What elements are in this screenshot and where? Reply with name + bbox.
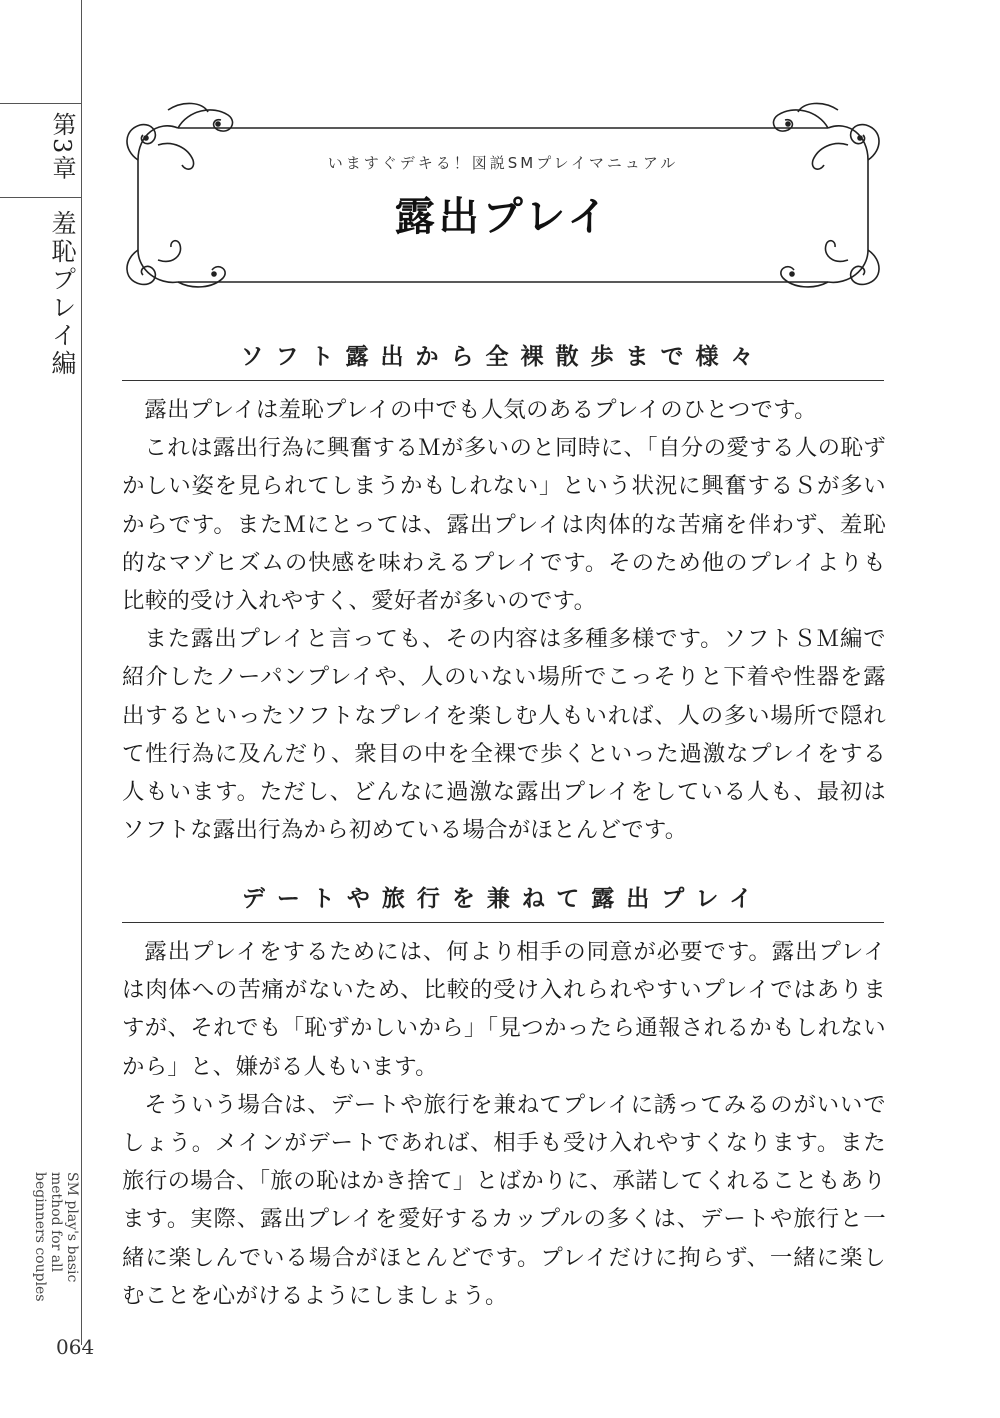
section-rule-1 bbox=[122, 380, 884, 381]
paragraph: 露出プレイをするためには、何より相手の同意が必要です。露出プレイは肉体への苦痛がないため、比較的受け入れられやすいプレイではありますが、それでも「恥ずかしいから」「見つかったら通報されるかもしれないから」と、嫌がる人もいます。 bbox=[122, 939, 886, 1080]
section-body-2 bbox=[122, 933, 886, 1315]
section-heading-1: ソフト露出から全裸散歩まで様々 bbox=[240, 344, 766, 370]
sidebar-divider-middle bbox=[0, 197, 82, 198]
paragraph: 露出プレイは羞恥プレイの中でも人気のあるプレイのひとつです。 bbox=[144, 397, 817, 423]
section-body-1 bbox=[122, 391, 886, 849]
sidebar-rule bbox=[81, 0, 82, 1345]
paragraph: また露出プレイと言っても、その内容は多種多様です。ソフトＳＭ編で紹介したノーパンプレイや、人のいない場所でこっそりと下着や性器を露出するといったソフトなプレイを楽しむ人もいれば、人の多い場所で隠れて性行為に及んだり、衆目の中を全裸で歩くといった過激なプレイをする人もいます。ただし、どんなに過激な露出プレイをしている人も、最初はソフトな露出行為から初めている場合がほとんどです。 bbox=[122, 626, 886, 844]
english-caption: SM play's basic method for all beginners couples bbox=[32, 1172, 80, 1302]
page-number: 064 bbox=[56, 1335, 95, 1359]
section-label: 羞恥プレイ編 bbox=[48, 210, 77, 378]
sidebar-divider-top bbox=[0, 103, 82, 104]
page-title: 露出プレイ bbox=[394, 194, 612, 240]
chapter-label: 第3章 bbox=[48, 112, 76, 182]
book-subtitle: いますぐデキる！図説SMプレイマニュアル bbox=[327, 154, 679, 172]
paragraph: これは露出行為に興奮するＭが多いのと同時に、「自分の愛する人の恥ずかしい姿を見られてしまうかもしれない」という状況に興奮するＳが多いからです。またＭにとっては、露出プレイは肉体的な苦痛を伴わず、羞恥的なマゾヒズムの快感を味わえるプレイです。そのため他のプレイよりも比較的受け入れやすく、愛好者が多いのです。 bbox=[122, 435, 886, 615]
paragraph: そういう場合は、デートや旅行を兼ねてプレイに誘ってみるのがいいでしょう。メインがデートであれば、相手も受け入れやすくなります。また旅行の場合、「旅の恥はかき捨て」とばかりに、承諾してくれることもあります。実際、露出プレイを愛好するカップルの多くは、デートや旅行と一緒に楽しんでいる場合がほとんどです。プレイだけに拘らず、一緒に楽しむことを心がけるようにしましょう。 bbox=[122, 1091, 886, 1309]
section-rule-2 bbox=[122, 922, 884, 923]
section-heading-2: デートや旅行を兼ねて露出プレイ bbox=[241, 886, 765, 912]
